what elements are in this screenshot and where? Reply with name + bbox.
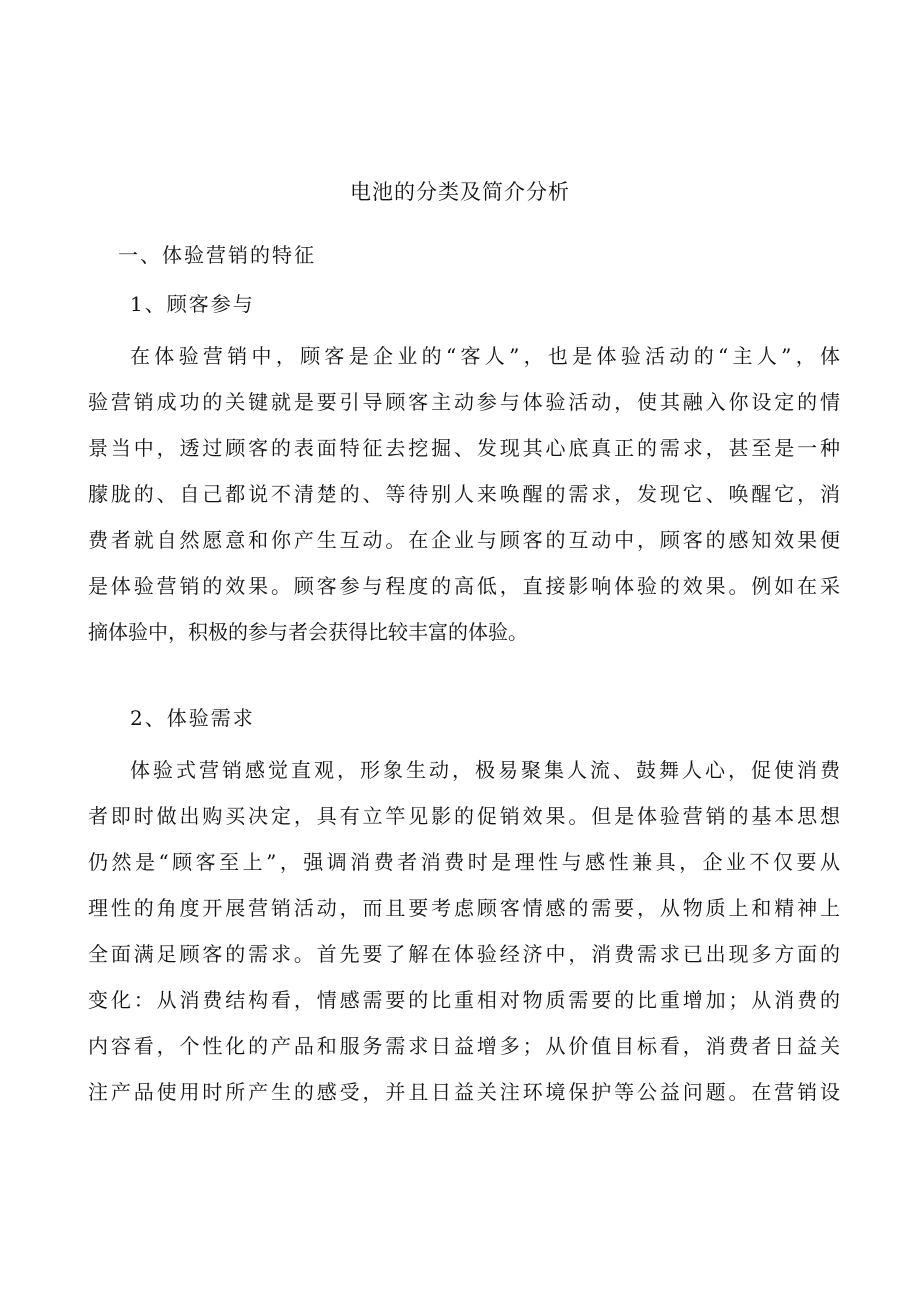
- subsection-heading-experience-demand: 2、体验需求: [130, 706, 255, 730]
- paragraph-line: 费者就自然愿意和你产生互动。在企业与顾客的互动中，顾客的感知效果便: [88, 528, 840, 552]
- paragraph-line: 变化：从消费结构看，情感需要的比重相对物质需要的比重增加；从消费的: [88, 988, 840, 1012]
- paragraph-line: 景当中，透过顾客的表面特征去挖掘、发现其心底真正的需求，甚至是一种: [88, 436, 840, 460]
- paragraph-line: 在体验营销中，顾客是企业的“客人”，也是体验活动的“主人”，体: [130, 344, 840, 368]
- subsection-heading-customer-participation: 1、顾客参与: [130, 292, 255, 316]
- paragraph-line: 验营销成功的关键就是要引导顾客主动参与体验活动，使其融入你设定的情: [88, 390, 840, 414]
- paragraph-line: 摘体验中，积极的参与者会获得比较丰富的体验。: [88, 620, 528, 644]
- paragraph-experience-demand: [88, 747, 840, 1115]
- paragraph-line: 注产品使用时所产生的感受，并且日益关注环境保护等公益问题。在营销设: [88, 1080, 840, 1104]
- paragraph-line: 理性的角度开展营销活动，而且要考虑顾客情感的需要，从物质上和精神上: [88, 896, 840, 920]
- paragraph-line: 内容看，个性化的产品和服务需求日益增多；从价值目标看，消费者日益关: [88, 1034, 840, 1058]
- paragraph-line: 朦胧的、自己都说不清楚的、等待别人来唤醒的需求，发现它、唤醒它，消: [88, 482, 840, 506]
- paragraph-customer-participation: [88, 333, 840, 655]
- paragraph-line: 是体验营销的效果。顾客参与程度的高低，直接影响体验的效果。例如在采: [88, 574, 840, 598]
- paragraph-line: 体验式营销感觉直观，形象生动，极易聚集人流、鼓舞人心，促使消费: [130, 758, 840, 782]
- paragraph-line: 仍然是“顾客至上”，强调消费者消费时是理性与感性兼具，企业不仅要从: [88, 850, 840, 874]
- paragraph-line: 全面满足顾客的需求。首先要了解在体验经济中，消费需求已出现多方面的: [88, 942, 840, 966]
- paragraph-line: 者即时做出购买决定，具有立竿见影的促销效果。但是体验营销的基本思想: [88, 804, 840, 828]
- document-title: 电池的分类及简介分析: [350, 180, 570, 204]
- section-heading-experience-marketing: 一、体验营销的特征: [118, 243, 316, 267]
